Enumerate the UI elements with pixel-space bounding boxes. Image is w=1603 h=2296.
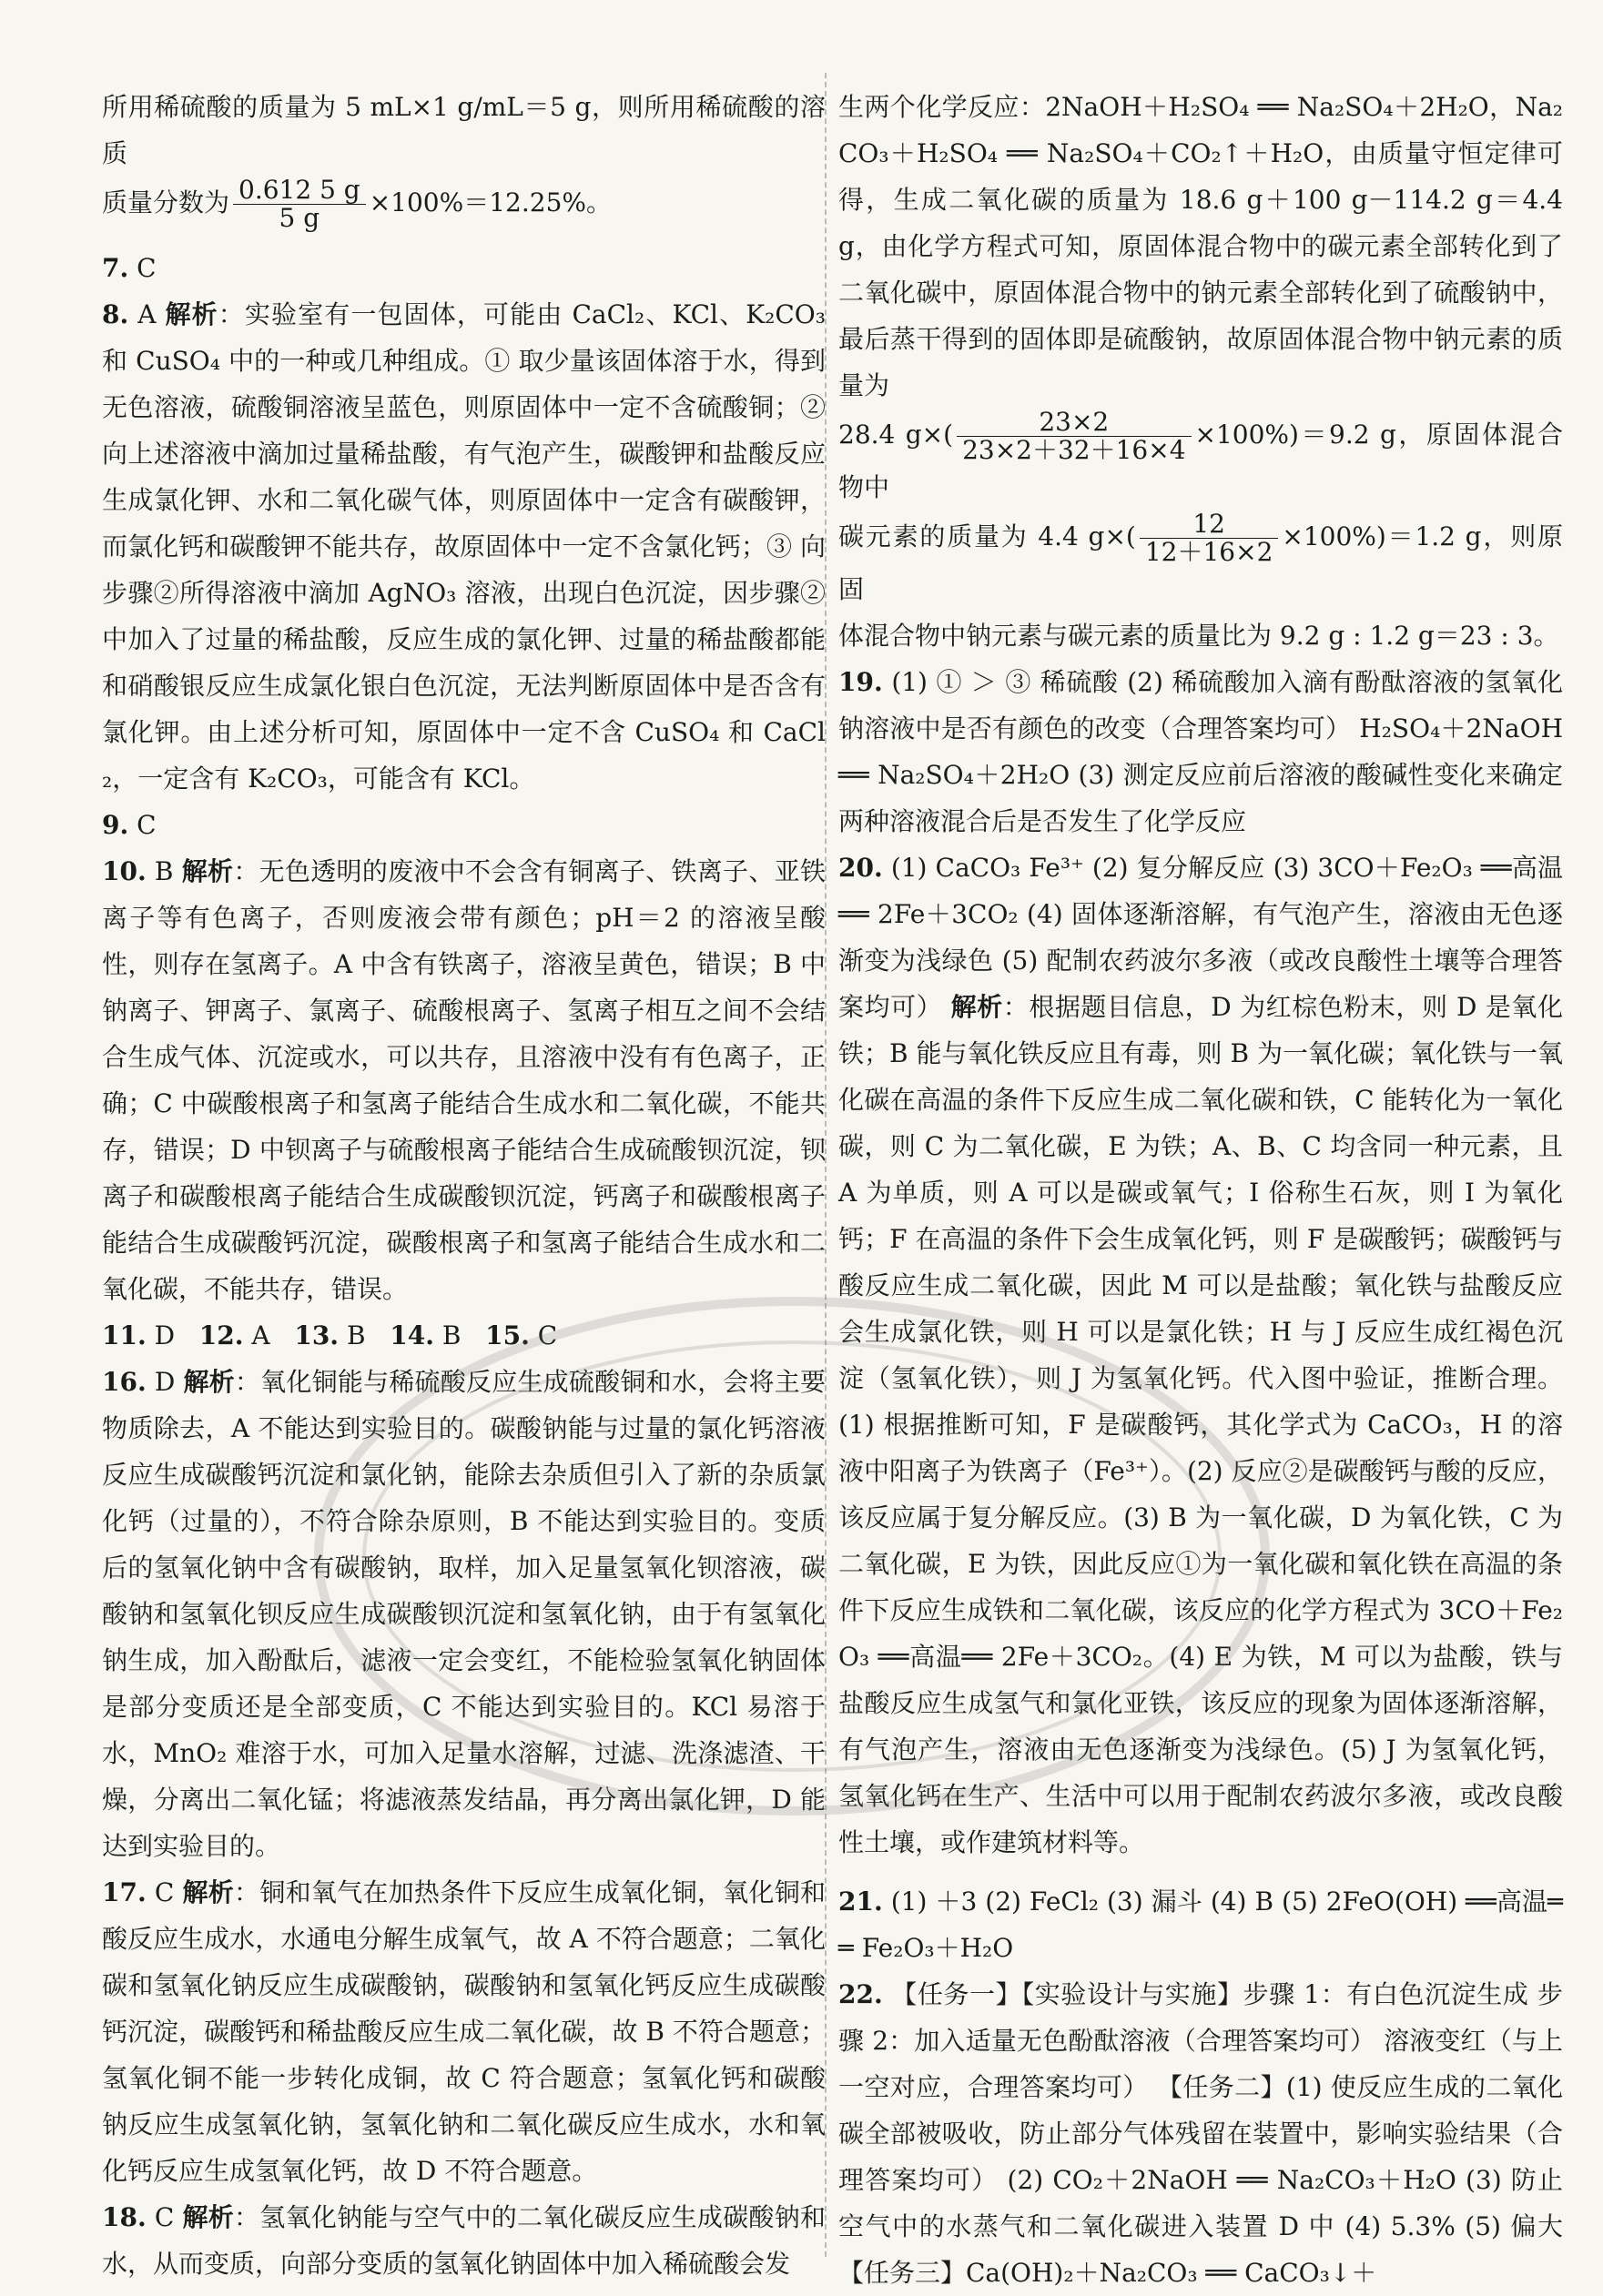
answer-20-text: ：根据题目信息，D 为红棕色粉末，则 D 是氧化铁；B 能与氧化铁反应且有毒，则 B 为一氧化碳；氧化铁与一氧化碳在高温的条件下反应生成二氧化碳和铁，C 能转化为一氧化碳，则 C 为二氧化碳，E 为铁；A、B、C 均含同一种元素，且 A 为单质，则 A 可以是碳或氧气；I 俗称生石灰，则 I 为氧化钙；F 在高温的条件下会生成氧化钙，则 F 是碳酸钙；碳酸钙与酸反应生成二氧化碳，因此 M 可以是盐酸；氧化铁与盐酸反应会生成氯化铁，则 H 可以是氯化铁；H 与 J 反应生成红褐色沉淀（氢氧化铁），则 J 为氢氧化钙。代入图中验证，推断合理。(1) 根据推断可知，F 是碳酸钙，其化学式为 CaCO₃，H 的溶液中阳离子为铁离子（Fe³⁺）。(2) 反应②是碳酸钙与酸的反应，该反应属于复分解反应。(3) B 为一氧化碳，D 为氧化铁，C 为二氧化碳，E 为铁，因此反应①为一氧化碳和氧化铁在高温的条件下反应生成铁和二氧化碳，该反应的化学方程式为 3CO＋Fe₂O₃ ══高温══ 2Fe＋3CO₂。(4) E 为铁，M 可以为盐酸，铁与盐酸反应生成氢气和氯化亚铁，该反应的现象为固体逐渐溶解，有气泡产生，溶液由无色逐渐变为浅绿色。(5) J 为氢氧化钙，氢氧化钙在生产、生活中可以用于配制农药波尔多液，或改良酸性土壤，或作建筑材料等。 xyxy=(838,992,1563,1857)
carbon-mass-fraction-line xyxy=(838,511,1563,612)
answer-16-text: ：氧化铜能与稀硫酸反应生成硫酸铜和水，会将主要物质除去，A 不能达到实验目的。碳酸钠能与过量的氯化钙溶液反应生成碳酸钙沉淀和氯化钠，能除去杂质但引入了新的杂质氯化钙（过量的），不符合除杂原则，B 不能达到实验目的。变质后的氢氧化钠中含有碳酸钠，取样，加入足量氢氧化钡溶液，碳酸钠和氢氧化钡反应生成碳酸钡沉淀和氢氧化钠，由于有氢氧化钠生成，加入酚酞后，滤液一定会变红，不能检验氢氧化钠固体是部分变质还是全部变质，C 不能达到实验目的。KCl 易溶于水，MnO₂ 难溶于水，可加入足量水溶解，过滤、洗涤滤渣、干燥，分离出二氧化锰；将滤液蒸发结晶，再分离出氯化钾，D 能达到实验目的。 xyxy=(102,1367,826,1861)
answer-10-text: ：无色透明的废液中不会含有铜离子、铁离子、亚铁离子等有色离子，否则废液会带有颜色；pH＝2 的溶液呈酸性，则存在氢离子。A 中含有铁离子，溶液呈黄色，错误；B 中钠离子、钾离子、氯离子、硫酸根离子、氢离子相互之间不会结合生成气体、沉淀或水，可以共存，且溶液中没有有色离子，正确；C 中碳酸根离子和氢离子能结合生成水和二氧化碳，不能共存，错误；D 中钡离子与硫酸根离子能结合生成硫酸钡沉淀，钡离子和碳酸根离子能结合生成碳酸钡沉淀，钙离子和碳酸根离子能结合生成碳酸钙沉淀，碳酸根离子和氢离子能结合生成水和二氧化碳，不能共存，错误。 xyxy=(102,856,826,1304)
right-column xyxy=(838,84,1563,2296)
sodium-fraction-suffix: ×100%)＝9.2 g，原固体混合物中 xyxy=(838,420,1563,502)
carbon-fraction-numerator: 12 xyxy=(1140,511,1279,539)
answer-18-label: 解析 xyxy=(182,2202,235,2232)
answer-17-text: ：铜和氧气在加热条件下反应生成氧化铜，氧化铜和酸反应生成水，水通电分解生成氧气，故 A 不符合题意；二氧化碳和氢氧化钠反应生成碳酸钠，碳酸钠和氢氧化钙反应生成碳酸钙沉淀，碳酸钙和稀盐酸反应生成二氧化碳，故 B 不符合题意；氢氧化铜不能一步转化成铜，故 C 符合题意；氢氧化钙和碳酸钠反应生成氢氧化钠，氢氧化钠和二氧化碳反应生成水，水和氧化钙反应生成氢氧化钙，故 D 不符合题意。 xyxy=(102,1877,826,2186)
answer-20 xyxy=(838,845,1563,1866)
q6-fraction xyxy=(233,177,366,232)
sodium-fraction-prefix: 28.4 g×( xyxy=(838,420,954,450)
q6-fraction-prefix: 质量分数为 xyxy=(102,187,230,217)
answer-18-continuation: 生两个化学反应：2NaOH＋H₂SO₄ ══ Na₂SO₄＋2H₂O，Na₂CO₃＋H₂SO₄ ══ Na₂SO₄＋CO₂↑＋H₂O，由质量守恒定律可得，生成二氧化碳的质量为 18.6 g＋100 g－114.2 g＝4.4 g，由化学方程式可知，原固体混合物中的碳元素全部转化到了二氧化碳中，原固体混合物中的钠元素全部转化到了硫酸钠中，最后蒸干得到的固体即是硫酸钠，故原固体混合物中钠元素的质量为 xyxy=(838,92,1563,400)
answer-10-number: 10. xyxy=(102,856,147,886)
answer-7 xyxy=(102,245,826,291)
answer-16-number: 16. xyxy=(102,1367,147,1397)
carbon-fraction-prefix: 碳元素的质量为 4.4 g×( xyxy=(838,521,1136,551)
answer-17 xyxy=(102,1869,826,2194)
answer-18 xyxy=(102,2194,826,2287)
left-column xyxy=(102,84,826,2287)
answer-14-number: 14. xyxy=(390,1320,434,1350)
answer-8-label: 解析 xyxy=(165,299,218,329)
q6-fraction-numerator: 0.612 5 g xyxy=(233,177,366,205)
answer-16-choice: D xyxy=(154,1367,176,1397)
answer-12-number: 12. xyxy=(198,1320,244,1350)
mass-ratio-line: 体混合物中钠元素与碳元素的质量比为 9.2 g : 1.2 g＝23 : 3。 xyxy=(838,621,1559,651)
answer-15-choice: C xyxy=(537,1320,558,1350)
column-divider xyxy=(825,73,827,2257)
answer-10-label: 解析 xyxy=(181,856,234,886)
answer-20-label: 解析 xyxy=(950,992,1003,1022)
answer-21 xyxy=(838,1878,1563,1971)
answer-15-number: 15. xyxy=(485,1320,530,1350)
answer-11-number: 11. xyxy=(102,1320,147,1350)
answer-13-choice: B xyxy=(346,1320,366,1350)
answer-13-number: 13. xyxy=(294,1320,340,1350)
answer-7-choice: C xyxy=(137,253,157,283)
answer-21-number: 21. xyxy=(838,1886,883,1917)
answer-12-choice: A xyxy=(251,1320,270,1350)
q6-fraction-denominator: 5 g xyxy=(279,203,320,233)
answer-22 xyxy=(838,1971,1563,2296)
answer-8-number: 8. xyxy=(102,299,129,329)
answer-10 xyxy=(102,848,826,1312)
answer-18-number: 18. xyxy=(102,2202,147,2232)
answer-10-choice: B xyxy=(154,856,174,886)
answer-17-choice: C xyxy=(154,1877,175,1907)
answer-19-text: (1) ① ＞ ③ 稀硫酸 (2) 稀硫酸加入滴有酚酞溶液的氢氧化钠溶液中是否有颜色的改变（合理答案均可） H₂SO₄＋2NaOH ══ Na₂SO₄＋2H₂O (3) 测定反应前后溶液的酸碱性变化来确定两种溶液混合后是否发生了化学反应 xyxy=(838,667,1564,836)
answer-17-number: 17. xyxy=(102,1877,147,1907)
answer-9-number: 9. xyxy=(102,810,129,840)
answer-14-choice: B xyxy=(441,1320,462,1350)
answer-9 xyxy=(102,802,826,848)
sodium-fraction xyxy=(957,409,1191,464)
answer-16 xyxy=(102,1359,826,1869)
answer-9-choice: C xyxy=(137,810,157,840)
answer-20-answers: (1) CaCO₃ Fe³⁺ (2) 复分解反应 (3) 3CO＋Fe₂O₃ ══高温══ 2Fe＋3CO₂ (4) 固体逐渐溶解，有气泡产生，溶液由无色逐渐变为浅绿色 (5) 配制农药波尔多液（或改良酸性土壤等合理答案均可） xyxy=(838,853,1563,1022)
sodium-fraction-numerator: 23×2 xyxy=(957,409,1191,437)
carbon-fraction-denominator: 12＋16×2 xyxy=(1144,537,1273,567)
q6-fraction-line xyxy=(102,177,826,232)
answer-20-number: 20. xyxy=(838,853,883,883)
sodium-mass-fraction-line xyxy=(838,409,1563,511)
answer-22-text: 【任务一】【实验设计与实施】步骤 1：有白色沉淀生成 步骤 2：加入适量无色酚酞溶液（合理答案均可） 溶液变红（与上一空对应，合理答案均可） 【任务二】(1) 使反应生成的二氧化碳全部被吸收，防止部分气体残留在装置中，影响实验结果（合理答案均可） (2) CO₂＋2NaOH ══ Na₂CO₃＋H₂O (3) 防止空气中的水蒸气和二氧化碳进入装置 D 中 (4) 5.3% (5) 偏大 【任务三】Ca(OH)₂＋Na₂CO₃ ══ CaCO₃↓＋ xyxy=(838,1979,1563,2288)
answer-17-label: 解析 xyxy=(182,1877,235,1907)
q6-continuation: 所用稀硫酸的质量为 5 mL×1 g/mL＝5 g，则所用稀硫酸的溶质 xyxy=(102,92,826,168)
carbon-fraction-suffix: ×100%)＝1.2 g，则原固 xyxy=(838,521,1564,604)
answer-8-text: ：实验室有一包固体，可能由 CaCl₂、KCl、K₂CO₃ 和 CuSO₄ 中的一种或几种组成。① 取少量该固体溶于水，得到无色溶液，硫酸铜溶液呈蓝色，则原固体中一定不含硫酸铜；② 向上述溶液中滴加过量稀盐酸，有气泡产生，碳酸钾和盐酸反应生成氯化钾、水和二氧化碳气体，则原固体中一定含有碳酸钾，而氯化钙和碳酸钾不能共存，故原固体中一定不含氯化钙；③ 向步骤②所得溶液中滴加 AgNO₃ 溶液，出现白色沉淀，因步骤②中加入了过量的稀盐酸，反应生成的氯化钾、过量的稀盐酸都能和硝酸银反应生成氯化银白色沉淀，无法判断原固体中是否含有氯化钾。由上述分析可知，原固体中一定不含 CuSO₄ 和 CaCl₂，一定含有 K₂CO₃，可能含有 KCl。 xyxy=(102,299,826,794)
answer-8 xyxy=(102,291,826,802)
answer-18-text: ：氢氧化钠能与空气中的二氧化碳反应生成碳酸钠和水，从而变质，向部分变质的氢氧化钠固体中加入稀硫酸会发 xyxy=(102,2202,826,2279)
answer-19-number: 19. xyxy=(838,667,883,697)
answer-8-choice: A xyxy=(137,299,157,329)
answers-11-15 xyxy=(102,1312,826,1359)
answer-19 xyxy=(838,659,1563,845)
carbon-fraction xyxy=(1140,511,1279,566)
answer-11-choice: D xyxy=(154,1320,176,1350)
answer-22-number: 22. xyxy=(838,1979,883,2009)
answer-16-label: 解析 xyxy=(183,1367,235,1397)
answer-21-text: (1) ＋3 (2) FeCl₂ (3) 漏斗 (4) B (5) 2FeO(OH) ══高温══ Fe₂O₃＋H₂O xyxy=(838,1886,1563,1963)
answer-7-number: 7. xyxy=(102,253,129,283)
q6-fraction-suffix: ×100%＝12.25%。 xyxy=(369,187,612,217)
answer-18-choice: C xyxy=(154,2202,175,2232)
sodium-fraction-denominator: 23×2＋32＋16×4 xyxy=(962,435,1186,465)
